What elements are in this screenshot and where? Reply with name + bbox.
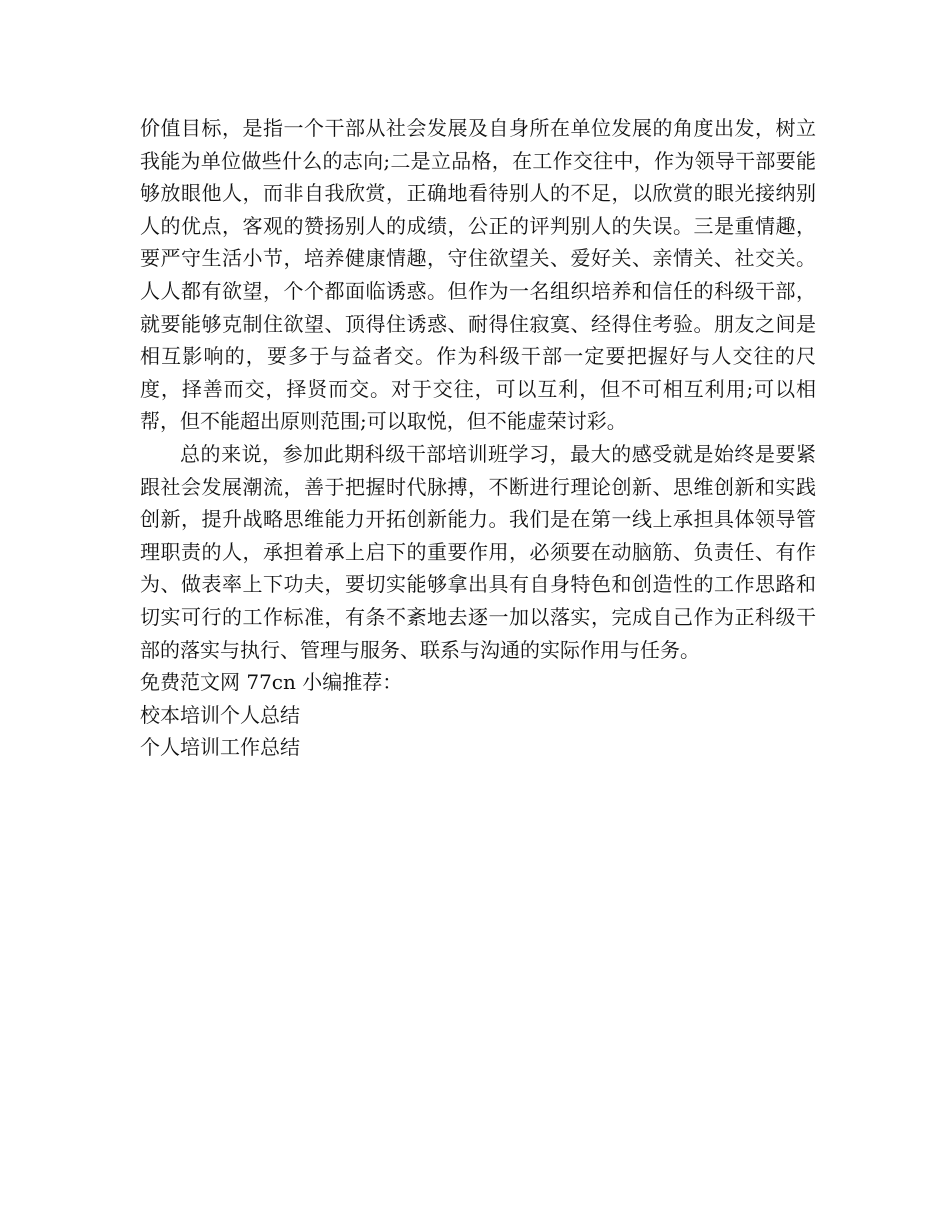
body-paragraph-summary: 总的来说，参加此期科级干部培训班学习，最大的感受就是始终是要紧跟社会发展潮流，善于把握时代脉搏，不断进行理论创新、思维创新和实践创新，提升战略思维能力开拓创新能力。我们是在第一线上承担具体领导管理职责的人，承担着承上启下的重要作用，必须要在动脑筋、负责任、有作为、做表率上下功夫，要切实能够拿出具有自身特色和创造性的工作思路和切实可行的工作标准，有条不紊地去逐一加以落实，完成自己作为正科级干部的落实与执行、管理与服务、联系与沟通的实际作用与任务。	[140, 441, 816, 662]
document-body	[140, 112, 816, 764]
recommend-heading: 免费范文网 77cn 小编推荐：	[140, 670, 403, 695]
body-paragraph-continuation: 价值目标，是指一个干部从社会发展及自身所在单位发展的角度出发，树立我能为单位做些什么的志向;二是立品格，在工作交往中，作为领导干部要能够放眼他人，而非自我欣赏，正确地看待别人的不足，以欣赏的眼光接纳别人的优点，客观的赞扬别人的成绩，公正的评判别人的失误。三是重情趣，要严守生活小节，培养健康情趣，守住欲望关、爱好关、亲情关、社交关。人人都有欲望，个个都面临诱惑。但作为一名组织培养和信任的科级干部，就要能够克制住欲望、顶得住诱惑、耐得住寂寞、经得住考验。朋友之间是相互影响的，要多于与益者交。作为科级干部一定要把握好与人交往的尺度，择善而交，择贤而交。对于交往，可以互利，但不可相互利用;可以相帮，但不能超出原则范围;可以取悦，但不能虚荣讨彩。	[140, 116, 816, 434]
recommend-link-school-training-summary[interactable]: 校本培训个人总结	[140, 702, 300, 727]
recommend-link-personal-training-summary[interactable]: 个人培训工作总结	[140, 735, 300, 760]
